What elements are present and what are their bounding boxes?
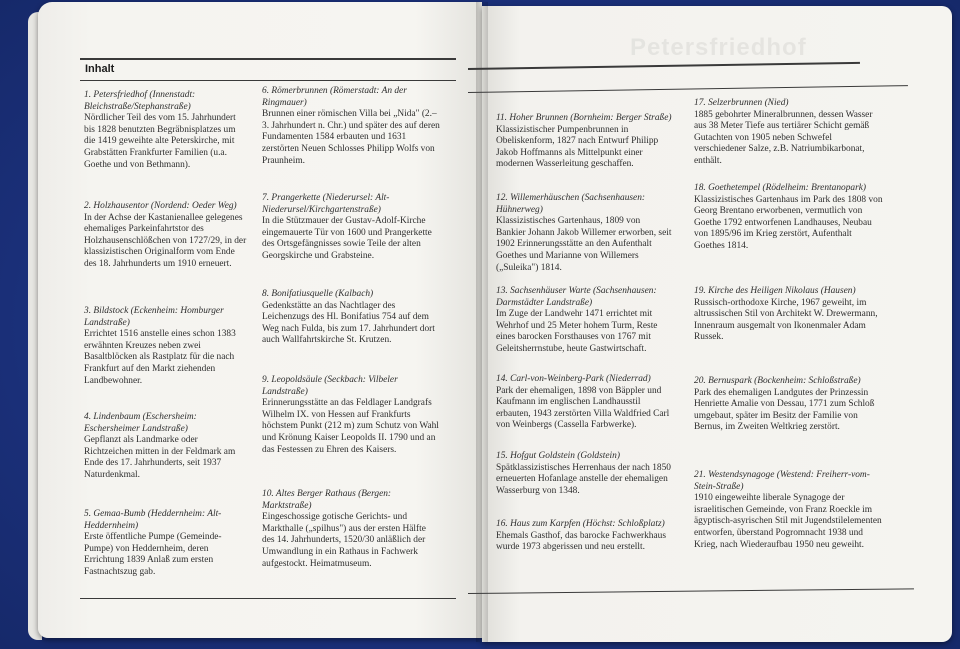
entry-text: Erste öffentliche Pumpe (Gemeinde-Pumpe) von Heddernheim, deren Errichtung 1839 Anlaß zum ersten Fastnachtszug gab.: [84, 532, 222, 577]
entry-text: Erinnerungsstätte an das Feldlager Landgrafs Wilhelm IX. von Hessen auf Frankfurts höchstem Punkt (212 m) zum Schutz von Wahl und Krönung Kaiser Leopolds II. 1790 und an das Festessen zu Ehren des Kaisers.: [262, 398, 439, 455]
entry-text: 1910 eingeweihte liberale Synagoge der israelitischen Gemeinde, von Franz Roeckle im ägyptisch-asyrischen Stil mit Jugendstilelementen entworfen, überstand Pogromnacht 1938 und Krieg, nach Wiederaufbau 1950 neu geweiht.: [694, 493, 882, 550]
entry-heading: 16. Haus zum Karpfen (Höchst: Schloßplatz): [496, 519, 665, 529]
entry-heading: 4. Lindenbaum (Eschersheim: Eschersheimer Landstraße): [84, 412, 197, 434]
entry-20: [694, 376, 884, 434]
entry-12: [496, 193, 672, 274]
entry-text: 1885 gebohrter Mineralbrunnen, dessen Wasser aus 38 Meter Tiefe aus tertiärer Schicht gemäß Gutachten von 1905 neben Schwefel verschiedener Salze, z.B. Natriumbikarbonat, enthält.: [694, 109, 873, 166]
entry-text: Spätklassizistisches Herrenhaus der nach 1850 erneuerten Hofanlage anstelle der ehemaligen Wasserburg von 1348.: [496, 462, 671, 496]
entry-heading: 5. Gemaa-Bumb (Heddernheim: Alt-Heddernheim): [84, 509, 222, 531]
entry-3: [84, 306, 248, 387]
entry-text: Im Zuge der Landwehr 1471 errichtet mit Wehrhof und 25 Meter hohem Turm, Reste eines barocken Forsthauses von 1767 mit Geleitsherrnstube, heute Gastwirtschaft.: [496, 309, 658, 354]
entry-text: Brunnen einer römischen Villa bei „Nida" (2.–3. Jahrhundert n. Chr.) und später des auf deren Fundamenten 1584 erbauten und 1631 zerstörten Neuen Schlosses Philipp Wolfs von Praunheim.: [262, 109, 440, 166]
footer-rule-left: [80, 598, 456, 599]
entry-heading: 6. Römerbrunnen (Römerstadt: An der Ringmauer): [262, 86, 407, 108]
entry-21: [694, 470, 884, 551]
entry-10: [262, 489, 440, 570]
entry-5: [84, 509, 248, 579]
entry-text: Ehemals Gasthof, das barocke Fachwerkhaus wurde 1973 abgerissen und neu erstellt.: [496, 530, 666, 553]
entry-text: Gedenkstätte an das Nachtlager des Leichenzugs des Hl. Bonifatius 754 auf dem Weg nach Fulda, bis zum 17. Jahrhundert dort auch Wallfahrtskirche St. Krutzen.: [262, 300, 435, 346]
entry-text: Eingeschossige gotische Gerichts- und Markthalle („spilhus") aus der ersten Hälfte des 14. Jahrhunderts, 1520/30 anläßlich der Umwandlung in ein Rathaus in Fachwerk aufgestockt. Heimatmuseum.: [262, 512, 426, 569]
entry-15: [496, 451, 672, 497]
entry-1: [84, 90, 248, 171]
entry-4: [84, 412, 248, 482]
entry-heading: 7. Prangerkette (Niederursel: Alt-Niederursel/Kirchgartenstraße): [262, 193, 390, 215]
entry-text: Gepflanzt als Landmarke oder Richtzeichen mitten in der Feldmark am Ende des 17. Jahrhunderts, seit 1937 Naturdenkmal.: [84, 435, 236, 480]
entry-heading: 17. Selzerbrunnen (Nied): [694, 98, 789, 108]
show-through-text: Petersfriedhof: [630, 34, 807, 61]
entry-11: [496, 113, 672, 171]
entry-text: Park der ehemaligen, 1898 von Bäppler und Kaufmann im englischen Landhausstil erbauten, 1943 zerstörten Villa Waldfried Carl von Weinbergs (Cassella Farbwerke).: [496, 385, 670, 431]
entry-16: [496, 519, 672, 554]
entry-heading: 8. Bonifatiusquelle (Kalbach): [262, 289, 374, 299]
entry-text: Klassizistisches Gartenhaus im Park des 1808 von Georg Brentano erworbenen, vermutlich von Goethe 1792 entworfenen Landhauses, Neubau von 1895/96 im Krieg zerstört, Aufenthalt Goethes 1814.: [694, 194, 883, 251]
entry-heading: 1. Petersfriedhof (Innenstadt: Bleichstraße/Stephanstraße): [84, 90, 196, 112]
entry-heading: 11. Hoher Brunnen (Bornheim: Berger Straße): [496, 113, 672, 123]
entry-text: Errichtet 1516 anstelle eines schon 1383 erwähnten Kreuzes neben zwei Basaltblöcken als Rastplatz für die nach Frankfurt auf den Markt ziehenden Landbewohner.: [84, 329, 236, 386]
entry-text: Russisch-orthodoxe Kirche, 1967 geweiht, im altrussischen Stil von Architekt W. Drewermann, Innenraum ausgemalt von Ikonenmaler Adam Russek.: [694, 297, 878, 343]
entry-7: [262, 193, 440, 263]
entry-heading: 18. Goethetempel (Rödelheim: Brentanopark): [694, 183, 866, 193]
entry-18: [694, 183, 884, 253]
page-title: Inhalt: [85, 63, 115, 75]
entry-text: Klassizistischer Pumpenbrunnen in Obeliskenform, 1827 nach Entwurf Philipp Jakob Hoffmanns als Mittelpunkt einer modernen Wasserleitung geschaffen.: [496, 124, 659, 170]
entry-heading: 14. Carl-von-Weinberg-Park (Niederrad): [496, 374, 651, 384]
header-rule-left-top: [80, 58, 456, 60]
entry-2: [84, 201, 248, 271]
entry-text: Klassizistisches Gartenhaus, 1809 von Bankier Johann Jakob Willemer erworben, seit 1902 Erinnerungsstätte an den Aufenthalt Goethes und Marianne von Willemers („Suleika") 1814.: [496, 216, 672, 273]
entry-heading: 13. Sachsenhäuser Warte (Sachsenhausen: Darmstädter Landstraße): [496, 286, 657, 308]
entry-19: [694, 286, 884, 344]
entry-6: [262, 86, 440, 167]
entry-text: In der Achse der Kastanienallee gelegenes ehemaliges Parkeinfahrtstor des Holzhausenschlößchen von 1727/29, in der klassizistischen Originalform vom Ende des 18. Jahrhunderts um 1910 erneuert.: [84, 212, 247, 269]
entry-heading: 3. Bildstock (Eckenheim: Homburger Landstraße): [84, 306, 224, 328]
entry-heading: 15. Hofgut Goldstein (Goldstein): [496, 451, 620, 461]
entry-9: [262, 375, 440, 456]
entry-heading: 21. Westendsynagoge (Westend: Freiherr-vom-Stein-Straße): [694, 470, 870, 492]
entry-17: [694, 98, 884, 168]
book-gutter: [476, 2, 488, 642]
entry-text: In die Stützmauer der Gustav-Adolf-Kirche eingemauerte Tür von 1600 und Prangerkette des Ortsgefängnisses sowie Teile der alten Georgskirche und Grabsteine.: [262, 216, 432, 261]
entry-text: Nördlicher Teil des vom 15. Jahrhundert bis 1828 benutzten Begräbnisplatzes um die 1419 geweihte alte Peterskirche, mit Grabstätten Frankfurter Familien (u.a. Goethe und von Bethmann).: [84, 113, 236, 170]
entry-text: Park des ehemaligen Landgutes der Prinzessin Henriette Amalie von Dessau, 1771 zum Schloß umgebaut, später im Besitz der Familie von Bernus, im Zweiten Weltkrieg zerstört.: [694, 387, 875, 433]
entry-13: [496, 286, 672, 356]
entry-heading: 2. Holzhausentor (Nordend: Oeder Weg): [84, 201, 237, 211]
entry-heading: 10. Altes Berger Rathaus (Bergen: Marktstraße): [262, 489, 392, 511]
entry-heading: 12. Willemerhäuschen (Sachsenhausen: Hühnerweg): [496, 193, 646, 215]
entry-heading: 20. Bernuspark (Bockenheim: Schloßstraße): [694, 376, 861, 386]
header-rule-left-bottom: [80, 80, 456, 81]
entry-8: [262, 289, 440, 347]
entry-heading: 19. Kirche des Heiligen Nikolaus (Hausen): [694, 286, 856, 296]
entry-14: [496, 374, 672, 432]
entry-heading: 9. Leopoldsäule (Seckbach: Vilbeler Landstraße): [262, 375, 398, 397]
